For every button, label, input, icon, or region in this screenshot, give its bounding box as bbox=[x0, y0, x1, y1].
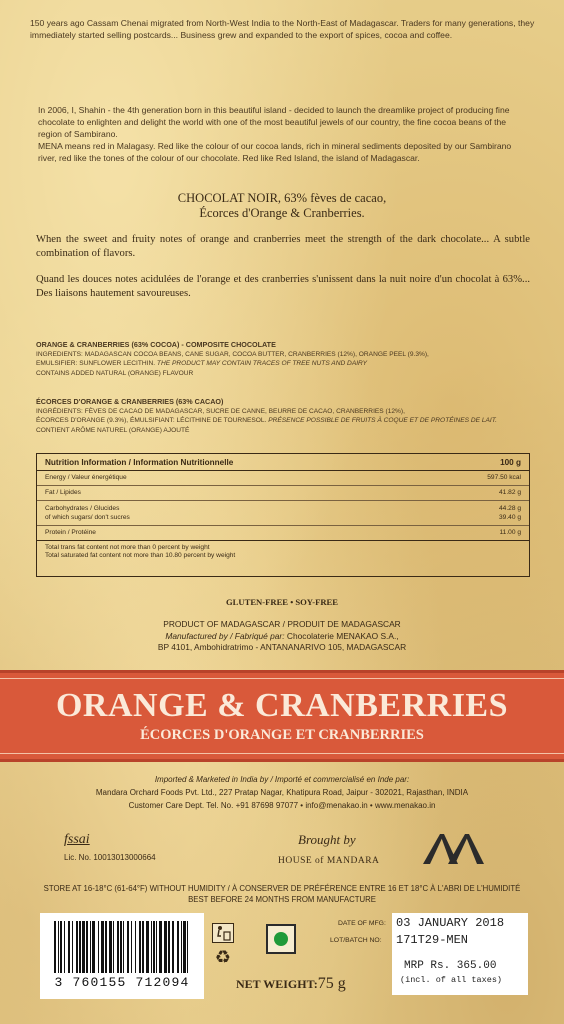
product-origin bbox=[0, 619, 564, 654]
origin-line-1: PRODUCT OF MADAGASCAR / PRODUIT DE MADAGASCAR bbox=[163, 619, 401, 629]
fssai-logo: fssai bbox=[64, 832, 90, 847]
lot-number: 171T29-MEN bbox=[396, 933, 469, 947]
origin-line-3: BP 4101, Ambohidratrimo - ANTANANARIVO 105, MADAGASCAR bbox=[157, 642, 407, 652]
description-french: Quand les douces notes acidulées de l'orange et des cranberries s'unissent dans la nuit noire d'un chocolat à 63%... Des liaisons hautement savoureuses. bbox=[36, 274, 530, 299]
barcode bbox=[40, 913, 204, 999]
product-title-line-1: CHOCOLAT NOIR, 63% fèves de cacao, bbox=[177, 191, 387, 205]
nutrition-row-carbohydrates: Carbohydrates / Glucides 44.28 g of which sugars/ don't sucres 39.40 g bbox=[37, 501, 529, 526]
svg-text:♻: ♻ bbox=[214, 947, 232, 968]
nutrition-row-protein: Protein / Protéine 11.00 g bbox=[37, 526, 529, 541]
intro-paragraph-2: In 2006, I, Shahin - the 4th generation born in this beautiful island - decided to launch the dreamlike project of producing fine chocolate to enlighten and delight the world with one of the most beautiful jewels of our country, the fine cocoa beans of the region of Sambirano. bbox=[38, 105, 510, 139]
ingredients-en-traces: THE PRODUCT MAY CONTAIN TRACES OF TREE NUTS AND DAIRY bbox=[156, 360, 367, 367]
intro-history bbox=[30, 17, 535, 41]
ingredients-en-emulsifier: EMULSIFIER: SUNFLOWER LECITHIN. THE PRODUCT MAY CONTAIN TRACES OF TREE NUTS AND DAIRY bbox=[36, 360, 367, 367]
nutrition-per: 100 g bbox=[500, 458, 521, 467]
barcode-number: 3 760155 712094 bbox=[54, 975, 190, 990]
description-english: When the sweet and fruity notes of orange and cranberries meet the strength of the dark chocolate... A subtle combination of flavors. bbox=[36, 234, 530, 259]
house-of-mandara: HOUSE of MANDARA bbox=[278, 856, 380, 866]
storage-line-1: STORE AT 16-18°C (61-64°F) WITHOUT HUMIDITY / À CONSERVER DE PRÉFÉRENCE ENTRE 16 ET 18°C À L'ABRI DE L'HUMIDITÉ bbox=[43, 884, 521, 893]
importer-line-1: Imported & Marketed in India by / Importé et commercialisé en Inde par: bbox=[154, 775, 410, 784]
nutrition-table bbox=[36, 453, 530, 577]
brought-by: Brought by bbox=[298, 832, 356, 847]
ingredients-fr-emulsifier: ÉCORCES D'ORANGE (9.3%), ÉMULSIFIANT: LÉCITHINE DE TOURNESOL. PRÉSENCE POSSIBLE DE FRUITS À COQUE ET DE PROTÉINES DE LAIT. bbox=[36, 417, 497, 424]
flavour-banner bbox=[0, 670, 564, 762]
nutrition-saturated-fat: Total saturated fat content not more than 10.80 percent by weight bbox=[45, 552, 236, 559]
ingredients-en-heading: ORANGE & CRANBERRIES (63% COCOA) - COMPOSITE CHOCOLATE bbox=[36, 340, 276, 349]
nutrition-row-energy: Energy / Valeur énergétique 597.50 kcal bbox=[37, 471, 529, 486]
ingredients-fr-flavour: CONTIENT ARÔME NATUREL (ORANGE) AJOUTÉ bbox=[36, 426, 190, 434]
importer-line-3: Customer Care Dept. Tel. No. +91 87698 97077 • info@menakao.in • www.menakao.in bbox=[128, 801, 436, 810]
ingredients-fr-list: INGRÉDIENTS: FÈVES DE CACAO DE MADAGASCAR, SUCRE DE CANNE, BEURRE DE CACAO, CRANBERRIES (12%), bbox=[36, 407, 405, 415]
intro-paragraph-1: 150 years ago Cassam Chenai migrated from North-West India to the North-East of Madagascar. Traders for many generations, they immediately started selling postcards... Business grew and expanded to the export of spices, cocoa and coffee. bbox=[30, 18, 535, 40]
mfg-date-label: DATE OF MFG: bbox=[338, 920, 386, 927]
fssai-license: Lic. No. 10013013000664 bbox=[64, 853, 156, 862]
origin-line-2: Manufactured by / Fabriqué par: Chocolaterie MENAKAO S.A., bbox=[165, 630, 399, 641]
barcode-bars-icon bbox=[40, 919, 204, 979]
ingredients-french bbox=[36, 397, 536, 435]
litter-bin-icon bbox=[212, 923, 234, 943]
product-title bbox=[0, 191, 564, 221]
ingredients-fr-traces: PRÉSENCE POSSIBLE DE FRUITS À COQUE ET DE PROTÉINES DE LAIT. bbox=[268, 417, 497, 424]
nutrition-trans-fat: Total trans fat content not more than 0 percent by weight bbox=[45, 544, 210, 551]
product-title-line-2: Écorces d'Orange & Cranberries. bbox=[199, 206, 365, 220]
ingredients-fr-heading: ÉCORCES D'ORANGE & CRANBERRIES (63% CACAO) bbox=[36, 397, 224, 406]
banner-title: ORANGE & CRANBERRIES bbox=[55, 687, 509, 724]
importer-info bbox=[0, 773, 564, 812]
nutrition-row-fat: Fat / Lipides 41.82 g bbox=[37, 486, 529, 501]
lot-label: LOT/BATCH NO: bbox=[330, 937, 382, 944]
nutrition-footnotes bbox=[37, 541, 529, 563]
nutrition-title: Nutrition Information / Information Nutritionnelle bbox=[45, 458, 234, 467]
net-weight bbox=[236, 975, 346, 993]
date-stamp-box bbox=[392, 913, 528, 995]
intro-paragraph-3: MENA means red in Malagasy. Red like the colour of our cocoa lands, rich in mineral sediments deposited by our Sambirano river, red like the tones of the colour of our chocolate. Red like Red Island, the island of Madagascar. bbox=[38, 141, 512, 163]
gluten-soy-free: GLUTEN-FREE • SOY-FREE bbox=[225, 597, 339, 607]
intro-story bbox=[38, 104, 526, 164]
ingredients-english bbox=[36, 340, 536, 378]
net-weight-value: 75 g bbox=[317, 975, 346, 992]
mrp-taxes: (incl. of all taxes) bbox=[400, 975, 503, 985]
mrp-price: MRP Rs. 365.00 bbox=[404, 960, 497, 972]
nutrition-sugar-label: of which sugars/ don't sucres bbox=[45, 514, 130, 521]
storage-line-2: BEST BEFORE 24 MONTHS FROM MANUFACTURE bbox=[188, 895, 376, 904]
mfg-date: 03 JANUARY 2018 bbox=[396, 916, 505, 930]
importer-line-2: Mandara Orchard Foods Pvt. Ltd., 227 Pratap Nagar, Khatipura Road, Jaipur - 302021, Rajasthan, INDIA bbox=[95, 788, 469, 797]
storage-info bbox=[0, 883, 564, 905]
ingredients-en-flavour: CONTAINS ADDED NATURAL (ORANGE) FLAVOUR bbox=[36, 369, 194, 377]
veg-mark-icon bbox=[266, 924, 296, 954]
ingredients-en-list: INGREDIENTS: MADAGASCAN COCOA BEANS, CANE SUGAR, COCOA BUTTER, CRANBERRIES (12%), ORANGE PEEL (9.3%), bbox=[36, 350, 429, 358]
net-weight-label: NET WEIGHT: bbox=[236, 977, 318, 991]
banner-subtitle: ÉCORCES D'ORANGE ET CRANBERRIES bbox=[140, 727, 424, 743]
nutrition-header bbox=[37, 454, 529, 471]
nutrition-sugar-value: 39.40 g bbox=[499, 514, 521, 521]
recycle-icon bbox=[212, 946, 234, 968]
mandara-logo-icon bbox=[418, 828, 488, 868]
